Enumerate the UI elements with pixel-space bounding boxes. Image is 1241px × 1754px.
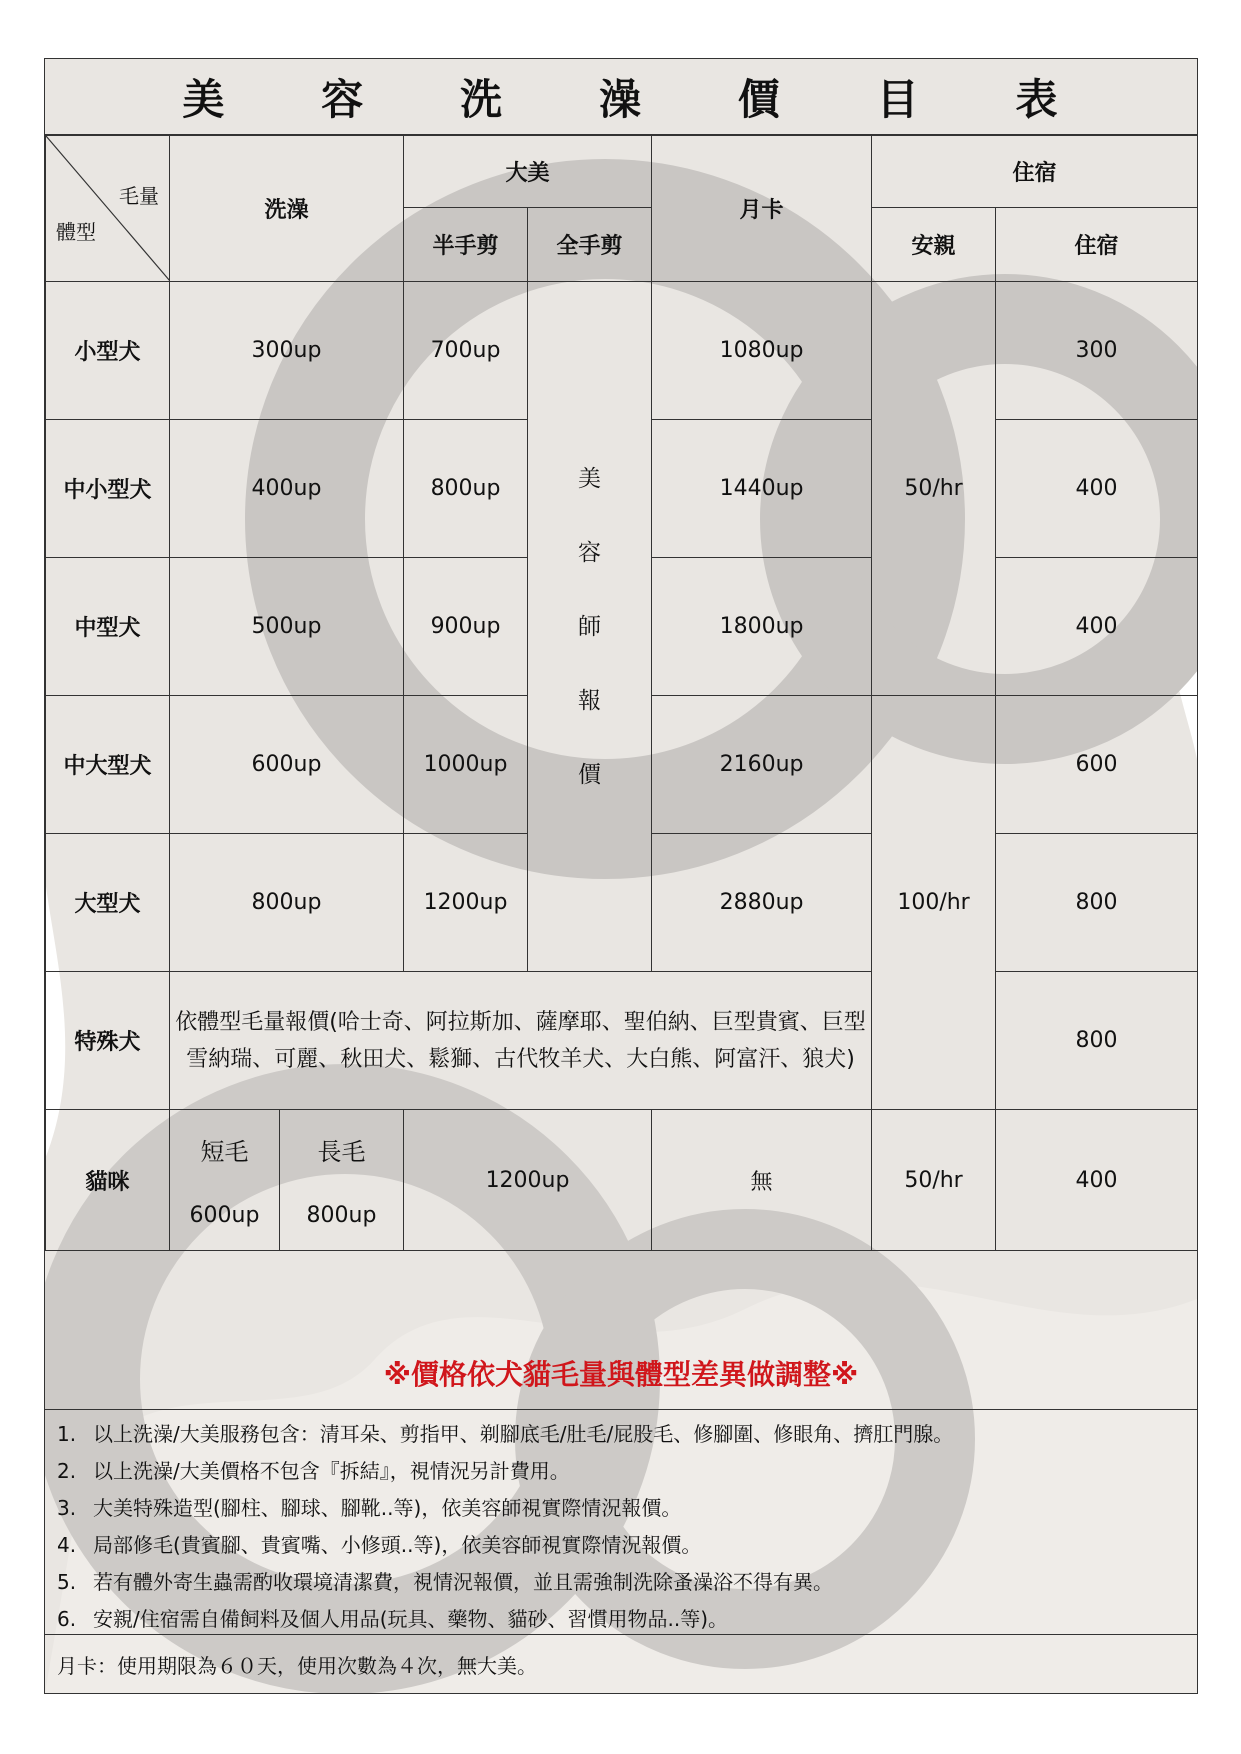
list-item [57, 1527, 1197, 1564]
wash-price: 500up [170, 558, 404, 696]
header-monthly: 月卡 [652, 136, 872, 282]
quote-char: 師 [578, 613, 602, 640]
header-half-trim: 半手剪 [404, 208, 528, 282]
quote-char: 價 [578, 761, 602, 788]
cat-long-hair [280, 1110, 404, 1251]
page-title [45, 59, 1197, 135]
monthly-card-footnote: 月卡：使用期限為６０天，使用次數為４次，無大美。 [57, 1654, 537, 1678]
title-char: 美 [182, 74, 227, 124]
boarding-price: 300 [996, 282, 1198, 420]
row-type: 中大型犬 [46, 696, 170, 834]
quote-char: 容 [578, 539, 602, 566]
header-full-trim: 全手剪 [528, 208, 652, 282]
price-adjust-notice: ※價格依犬貓毛量與體型差異做調整※ [45, 1337, 1197, 1410]
title-char: 洗 [460, 74, 505, 124]
list-item [57, 1564, 1197, 1601]
monthly-price: 2880up [652, 834, 872, 972]
cat-short-hair [170, 1110, 280, 1251]
note-number: 2. [57, 1459, 77, 1483]
monthly-price: 1440up [652, 420, 872, 558]
cat-short-label: 短毛 [200, 1138, 249, 1166]
list-item [57, 1453, 1197, 1490]
cat-long-label: 長毛 [317, 1138, 366, 1166]
title-char: 容 [321, 74, 366, 124]
list-item [57, 1416, 1197, 1453]
half-trim-price: 900up [404, 558, 528, 696]
notes-list [45, 1410, 1197, 1635]
note-number: 5. [57, 1570, 77, 1594]
monthly-price: 1080up [652, 282, 872, 420]
title-char: 表 [1015, 74, 1060, 124]
cat-long-price: 800up [306, 1203, 377, 1228]
note-text: 若有體外寄生蟲需酌收環境清潔費，視情況報價，並且需強制洗除蚤澡浴不得有異。 [93, 1570, 833, 1594]
boarding-price: 600 [996, 696, 1198, 834]
table-row [46, 1110, 1198, 1251]
title-char: 目 [876, 74, 921, 124]
row-type: 貓咪 [46, 1110, 170, 1251]
note-number: 3. [57, 1496, 77, 1520]
row-type: 小型犬 [46, 282, 170, 420]
corner-label-size: 體型 [56, 220, 96, 244]
monthly-price: 1800up [652, 558, 872, 696]
price-table [45, 135, 1198, 1251]
row-type: 中型犬 [46, 558, 170, 696]
header-daycare: 安親 [872, 208, 996, 282]
half-trim-price: 1200up [404, 834, 528, 972]
boarding-price: 800 [996, 972, 1198, 1110]
wash-price: 400up [170, 420, 404, 558]
corner-label-fur: 毛量 [119, 184, 159, 208]
list-item [57, 1601, 1197, 1638]
header-grooming: 大美 [404, 136, 652, 208]
boarding-price: 400 [996, 420, 1198, 558]
list-item [57, 1490, 1197, 1527]
corner-cell [46, 136, 170, 282]
half-trim-price: 800up [404, 420, 528, 558]
table-row [46, 282, 1198, 420]
title-char: 價 [737, 74, 782, 124]
cat-monthly: 無 [652, 1110, 872, 1251]
boarding-price: 800 [996, 834, 1198, 972]
boarding-price: 400 [996, 558, 1198, 696]
row-type: 大型犬 [46, 834, 170, 972]
quote-char: 美 [578, 465, 602, 492]
note-text: 大美特殊造型(腳柱、腳球、腳靴..等)，依美容師視實際情況報價。 [93, 1496, 682, 1520]
header-boarding: 住宿 [996, 208, 1198, 282]
half-trim-price: 700up [404, 282, 528, 420]
cat-grooming-price: 1200up [404, 1110, 652, 1251]
title-char: 澡 [598, 74, 643, 124]
note-number: 1. [57, 1422, 77, 1446]
row-type: 中小型犬 [46, 420, 170, 558]
note-number: 4. [57, 1533, 77, 1557]
header-wash: 洗澡 [170, 136, 404, 282]
half-trim-price: 1000up [404, 696, 528, 834]
daycare-small: 50/hr [872, 282, 996, 696]
daycare-large: 100/hr [872, 696, 996, 1110]
price-sheet [44, 58, 1198, 1694]
table-row [46, 972, 1198, 1110]
note-text: 局部修毛(貴賓腳、貴賓嘴、小修頭..等)，依美容師視實際情況報價。 [93, 1533, 702, 1557]
note-text: 以上洗澡/大美服務包含：清耳朵、剪指甲、剃腳底毛/肚毛/屁股毛、修腳圍、修眼角、擠肛門腺。 [93, 1422, 954, 1446]
wash-price: 300up [170, 282, 404, 420]
cat-short-price: 600up [189, 1203, 260, 1228]
note-text: 以上洗澡/大美價格不包含『拆結』，視情況另計費用。 [93, 1459, 570, 1483]
cat-boarding: 400 [996, 1110, 1198, 1251]
full-trim-quote [528, 282, 652, 972]
note-number: 6. [57, 1607, 77, 1631]
row-type: 特殊犬 [46, 972, 170, 1110]
wash-price: 800up [170, 834, 404, 972]
quote-char: 報 [578, 687, 602, 714]
header-lodging: 住宿 [872, 136, 1198, 208]
note-text: 安親/住宿需自備飼料及個人用品(玩具、藥物、貓砂、習慣用物品..等)。 [93, 1607, 729, 1631]
monthly-price: 2160up [652, 696, 872, 834]
special-breed-desc: 依體型毛量報價(哈士奇、阿拉斯加、薩摩耶、聖伯納、巨型貴賓、巨型雪納瑞、可麗、秋田犬、鬆獅、古代牧羊犬、大白熊、阿富汗、狼犬) [170, 972, 872, 1110]
cat-daycare: 50/hr [872, 1110, 996, 1251]
wash-price: 600up [170, 696, 404, 834]
